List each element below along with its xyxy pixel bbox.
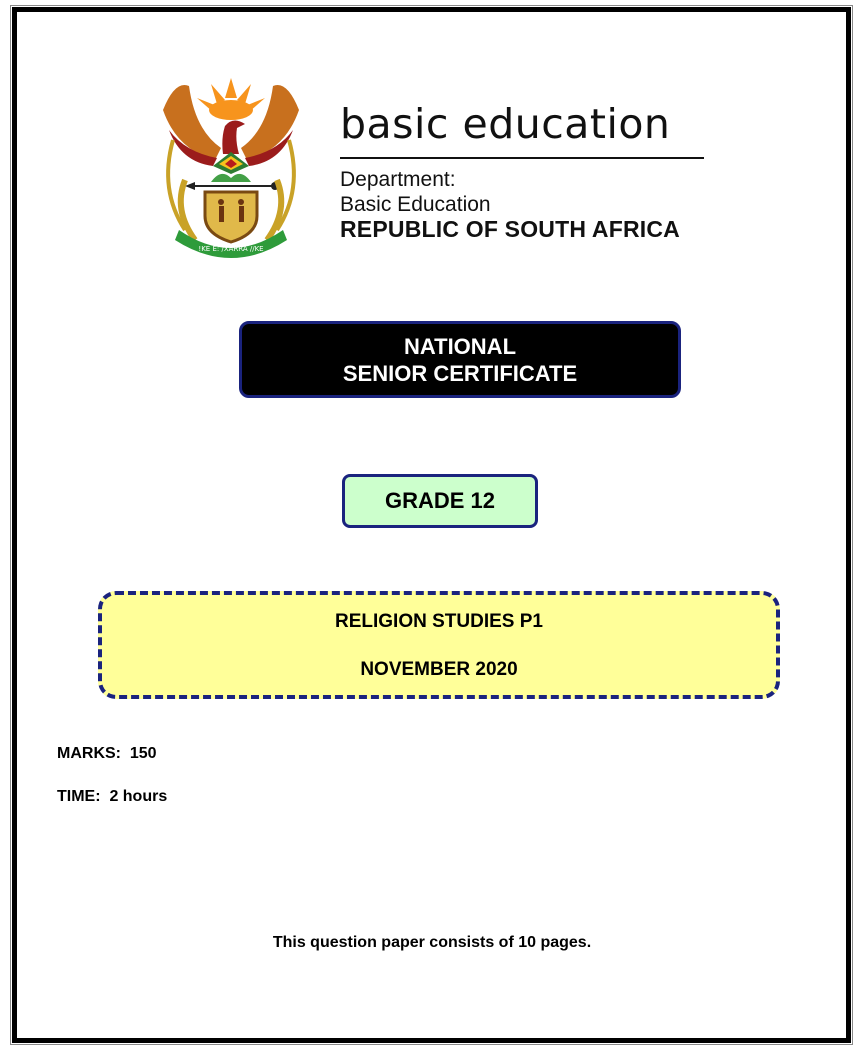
time-label: TIME: 2 hours [57, 788, 168, 805]
svg-text:!KE E: /XARRA //KE: !KE E: /XARRA //KE [198, 245, 264, 253]
country-name: REPUBLIC OF SOUTH AFRICA [340, 216, 680, 242]
subject-name: RELIGION STUDIES P1 [335, 611, 543, 632]
department-label: Department: [340, 168, 456, 191]
marks-label: MARKS: 150 [57, 745, 157, 762]
certificate-banner [239, 321, 681, 398]
grade-badge: GRADE 12 [342, 474, 538, 528]
certificate-line-2: SENIOR CERTIFICATE [342, 360, 578, 386]
exam-session: NOVEMBER 2020 [360, 659, 518, 680]
logo-divider [340, 157, 704, 159]
page-count-note: This question paper consists of 10 pages. [272, 934, 592, 951]
coat-of-arms-icon [155, 70, 307, 258]
logo-title: basic education [340, 100, 671, 148]
subject-box [98, 591, 780, 699]
certificate-line-1: NATIONAL [403, 333, 517, 359]
department-name: Basic Education [340, 193, 491, 216]
